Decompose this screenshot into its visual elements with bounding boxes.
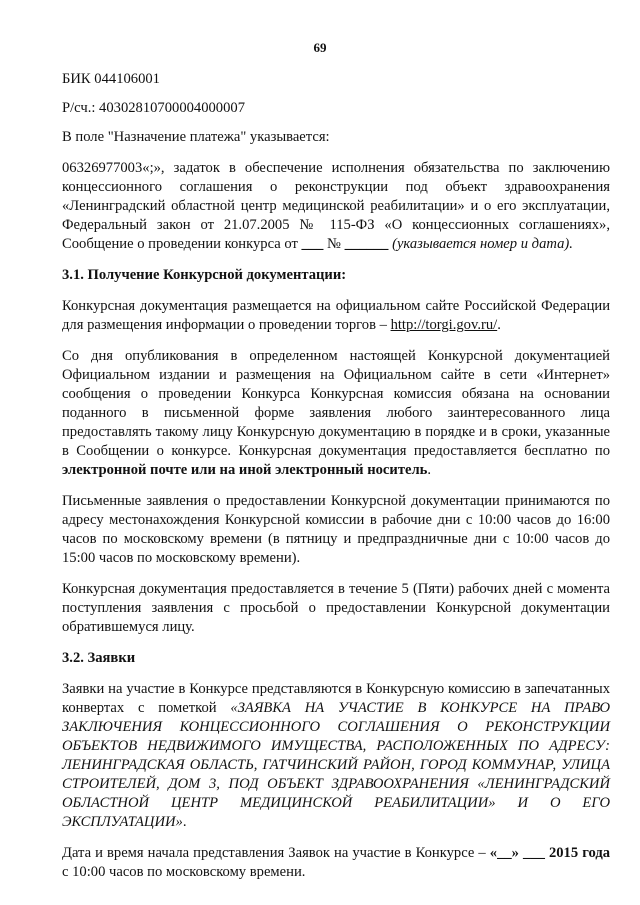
site-text: Конкурсная документация размещается на официальном сайте Российской Федерации для размещения информации о проведении торгов – xyxy=(62,298,610,333)
section-3-2-paragraph-2 xyxy=(62,844,610,882)
document-body xyxy=(62,70,610,894)
applications-text-end: . xyxy=(182,814,187,830)
bik-line: БИК 044106001 xyxy=(62,71,160,87)
start-time-text: с 10:00 часов по московскому времени. xyxy=(62,864,306,880)
start-date-bold: «__» ___ 2015 года xyxy=(489,845,611,861)
site-text-end: . xyxy=(497,317,501,333)
payment-purpose-paragraph xyxy=(62,159,610,254)
section-3-1-paragraph-4: Конкурсная документация предоставляется в течение 5 (Пяти) рабочих дней с момента поступления заявления с просьбой о предоставлении Конкурсной документации обратившемуся лицу. xyxy=(62,581,610,635)
number-blank: ______ xyxy=(344,236,389,252)
section-3-1-paragraph-1 xyxy=(62,297,610,335)
section-3-2-heading: 3.2. Заявки xyxy=(62,650,136,666)
section-3-1-paragraph-3: Письменные заявления о предоставлении Конкурсной документации принимаются по адресу местонахождения Конкурсной комиссии в рабочие дни с 10:00 часов до 16:00 часов по московскому времени (в пятницу и предпраздничные дни с 10:00 часов до 15:00 часов по московскому времени). xyxy=(62,493,610,566)
applications-text: Заявки на участие в Конкурсе представляются в Конкурсную комиссию в запечатанных конвертах с пометкой xyxy=(62,681,610,716)
date-blank: ___ xyxy=(301,236,324,252)
number-sign: № xyxy=(327,236,341,252)
account-line: Р/сч.: 40302810700004000007 xyxy=(62,100,245,116)
section-3-1-paragraph-2 xyxy=(62,347,610,480)
publication-text: Со дня опубликования в определенном настоящей Конкурсной документацией Официальном издании и размещения на Официальном сайте в сети «Интернет» сообщения о проведении Конкурса Конкурсная комиссия обязана на основании поданного в письменной форме заявления любого заинтересованного лица предоставлять такому лицу Конкурсную документацию в порядке и в сроки, указанные в Сообщении о конкурсе. Конкурсная документация предоставляется бесплатно по xyxy=(62,348,610,459)
electronic-delivery-bold: электронной почте или на иной электронный носитель xyxy=(62,462,428,478)
envelope-mark-italic: «ЗАЯВКА НА УЧАСТИЕ В КОНКУРСЕ НА ПРАВО ЗАКЛЮЧЕНИЯ КОНЦЕССИОННОГО СОГЛАШЕНИЯ О РЕКОНСТРУКЦИИ ОБЪЕКТОВ НЕДВИЖИМОГО ИМУЩЕСТВА, РАСПОЛОЖЕННЫХ ПО АДРЕСУ: ЛЕНИНГРАДСКАЯ ОБЛАСТЬ, ГАТЧИНСКИЙ РАЙОН, ГОРОД КОММУНАР, УЛИЦА СТРОИТЕЛЕЙ, ДОМ 3, ПОД ОБЪЕКТ ЗДРАВООХРАНЕНИЯ «ЛЕНИНГРАДСКИЙ ОБЛАСТНОЙ ЦЕНТР МЕДИЦИНСКОЙ РЕАБИЛИТАЦИИ» И О ЕГО ЭКСПЛУАТАЦИИ» xyxy=(62,700,611,830)
payment-purpose-intro: В поле "Назначение платежа" указывается: xyxy=(62,129,330,145)
torgi-link[interactable]: http://torgi.gov.ru/ xyxy=(390,317,498,333)
start-date-text: Дата и время начала представления Заявок на участие в Конкурсе – xyxy=(62,845,486,861)
payment-purpose-text: 06326977003«;», задаток в обеспечение исполнения обязательства по заключению концессионного соглашения о реконструкции под объект здравоохранения «Ленинградский областной центр медицинской реабилитации» и о его эксплуатации, Федеральный закон от 21.07.2005 № 115-ФЗ «О концессионных соглашениях», Сообщение о проведении конкурса от xyxy=(62,160,610,252)
publication-text-end: . xyxy=(427,462,432,478)
purpose-note: (указывается номер и дата). xyxy=(392,236,573,252)
section-3-2-paragraph-1 xyxy=(62,680,610,832)
page-number: 69 xyxy=(313,40,327,55)
section-3-1-heading: 3.1. Получение Конкурсной документации: xyxy=(62,267,347,283)
